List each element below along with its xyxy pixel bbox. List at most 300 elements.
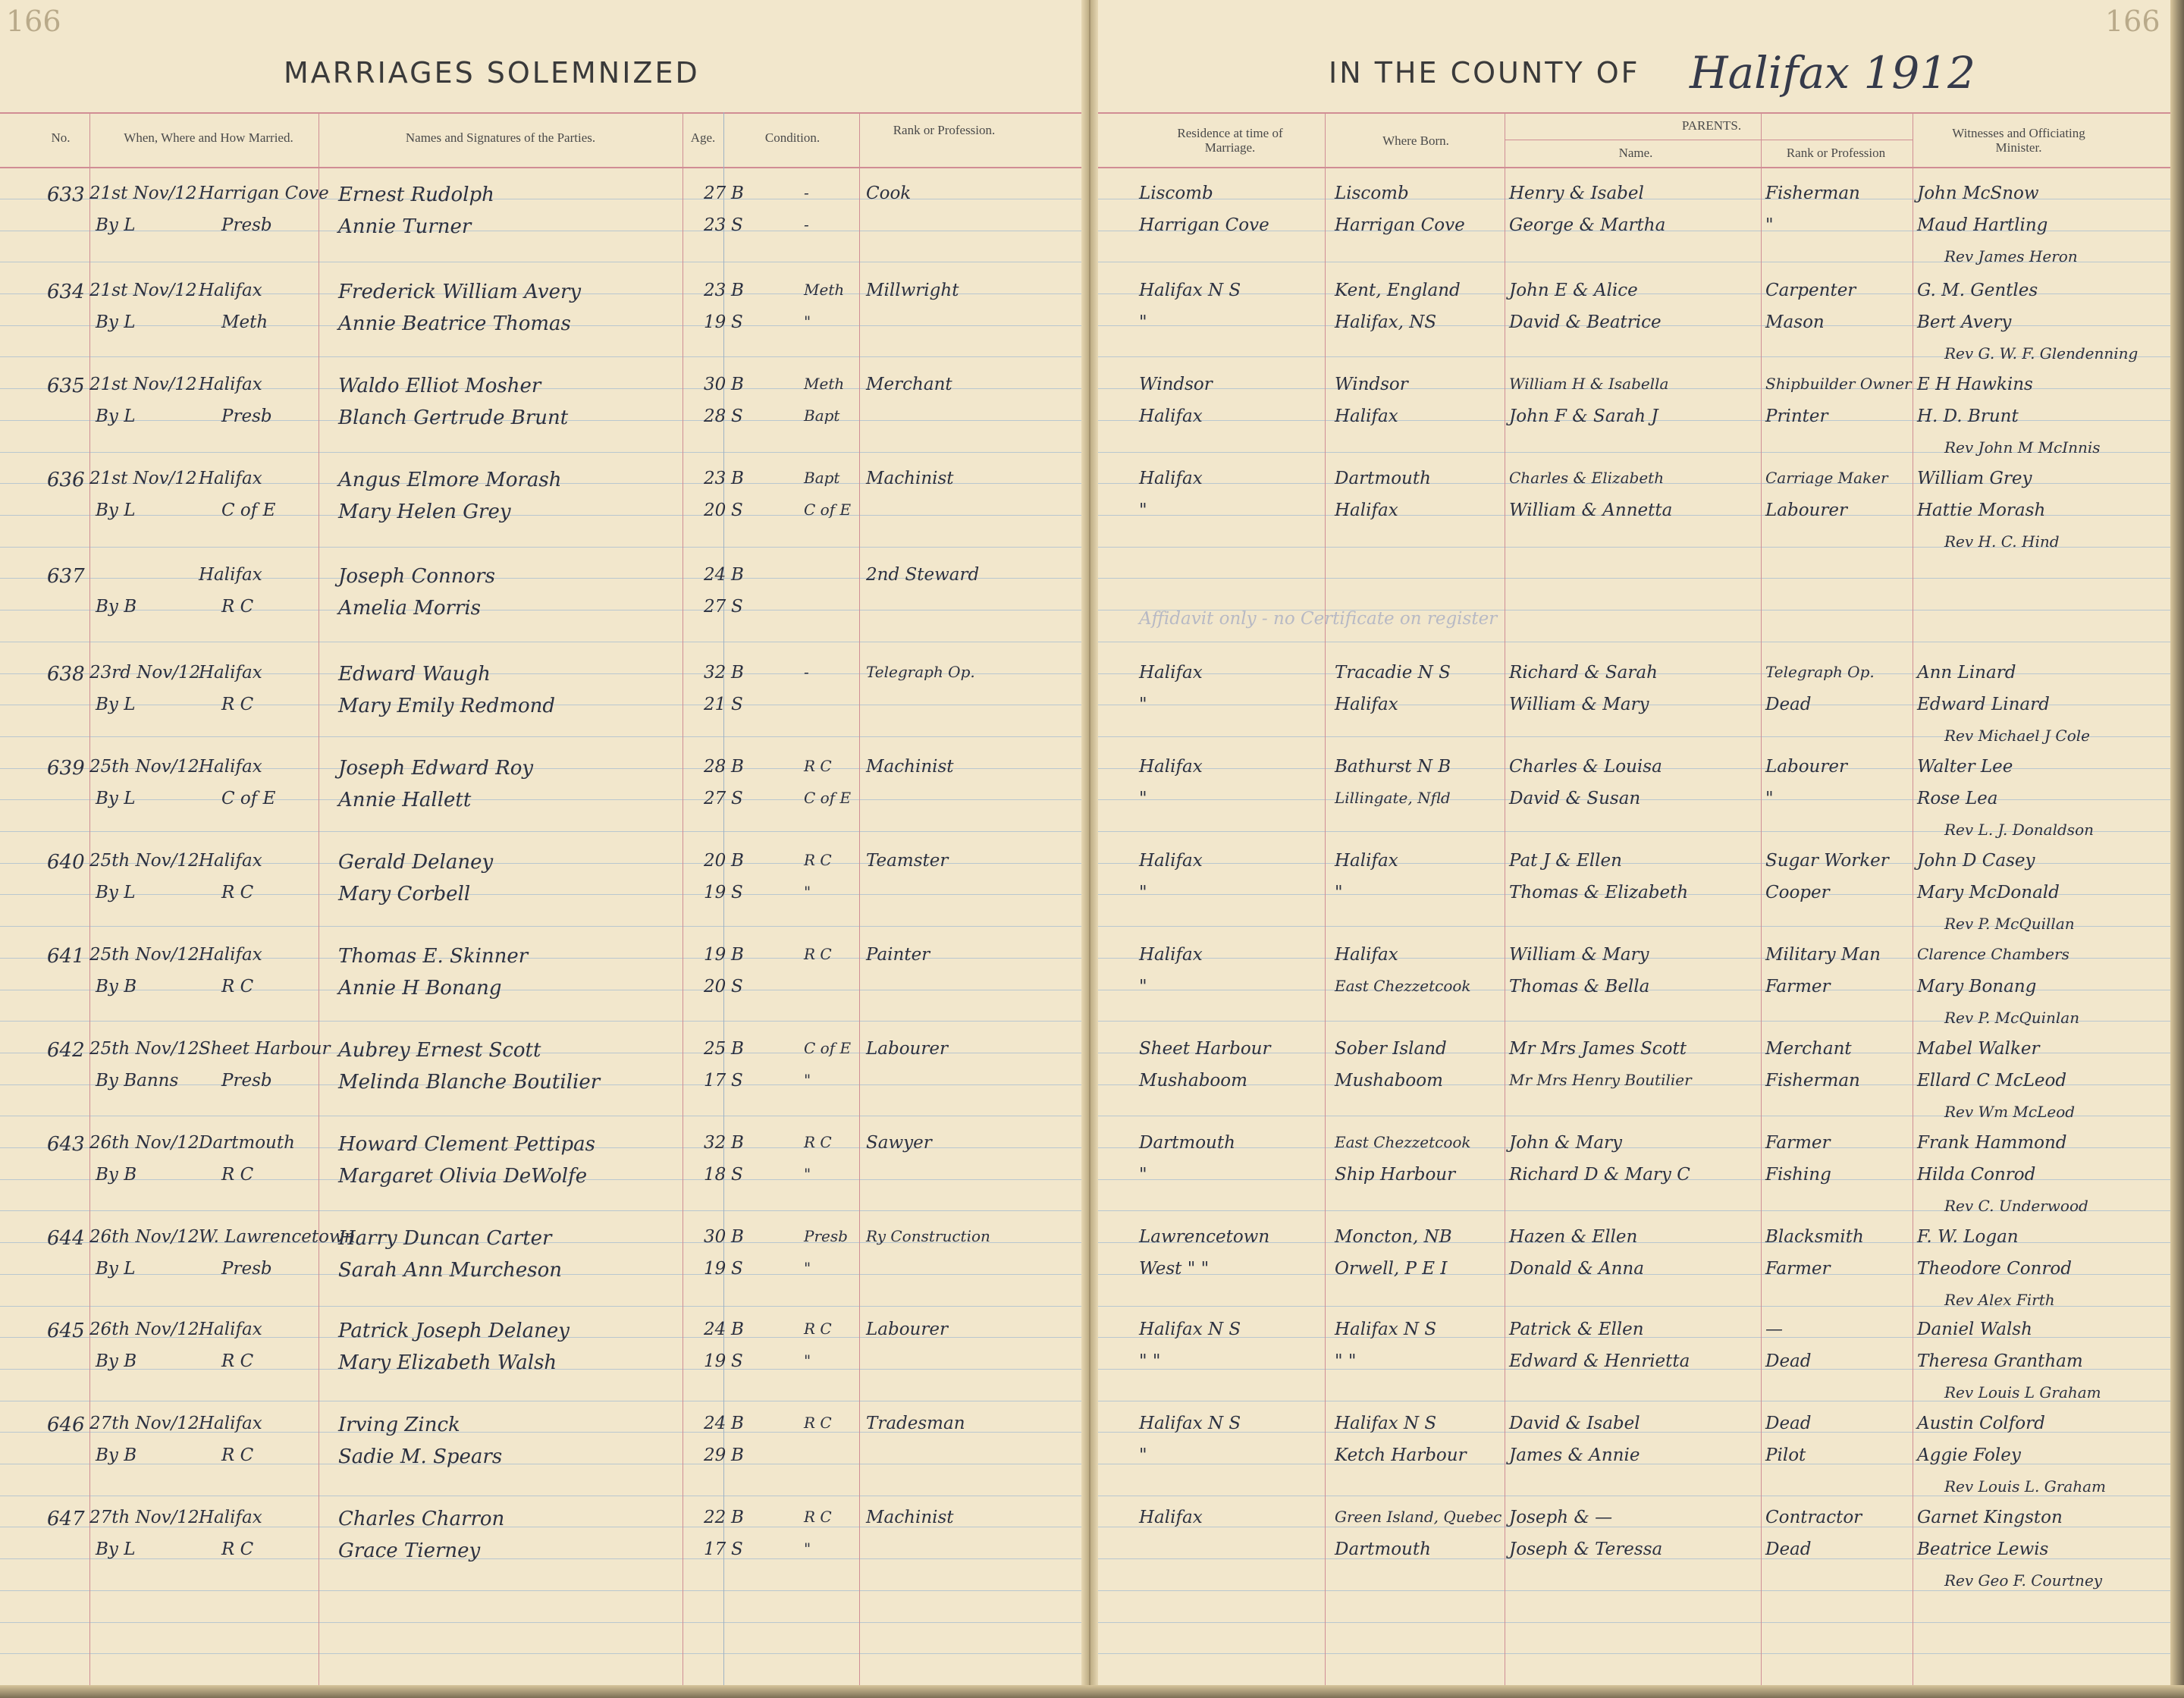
entry-groom-rel: R C xyxy=(804,945,832,963)
entry-res-groom: Liscomb xyxy=(1139,184,1213,203)
entry-denom: C of E xyxy=(221,501,276,520)
entry-by: By L xyxy=(96,883,136,902)
book-gutter xyxy=(1081,0,1098,1698)
entry-res-bride: " xyxy=(1139,312,1147,332)
entry-minister: Rev G. W. F. Glendenning xyxy=(1944,344,2138,363)
entry-prank-bride: Dead xyxy=(1765,695,1812,714)
entry-prank-bride: " xyxy=(1765,789,1774,808)
entry-bride-cond: S xyxy=(731,789,743,808)
entry-res-groom: Halifax xyxy=(1139,469,1203,488)
entry-bride-age: 17 xyxy=(704,1539,726,1559)
entry-by: By L xyxy=(96,1259,136,1279)
entry-groom-age: 23 xyxy=(704,281,726,300)
entry-bride-age: 19 xyxy=(704,1259,726,1279)
entry-witness2: Mary McDonald xyxy=(1917,883,2060,902)
page-title-left: MARRIAGES SOLEMNIZED xyxy=(284,56,700,89)
entry-witness1: Clarence Chambers xyxy=(1917,945,2069,963)
entry-by: By Banns xyxy=(96,1071,179,1091)
entry-born-groom: Windsor xyxy=(1335,375,1408,394)
entry-witness1: F. W. Logan xyxy=(1917,1227,2019,1247)
right-page xyxy=(1094,0,2184,1698)
entry-place: Halifax xyxy=(199,1508,262,1527)
entry-no: 645 xyxy=(47,1320,85,1342)
entry-groom-rel: Meth xyxy=(804,375,845,393)
entry-groom-cond: B xyxy=(731,375,744,394)
entry-parents-bride: Thomas & Elizabeth xyxy=(1509,883,1689,902)
entry-place: Halifax xyxy=(199,375,262,394)
entry-prank-bride: Mason xyxy=(1765,312,1825,332)
entry-prank-groom: Blacksmith xyxy=(1765,1227,1864,1247)
entry-groom: Thomas E. Skinner xyxy=(338,945,529,968)
entry-groom-rel: Bapt xyxy=(804,469,840,487)
entry-witness1: Ann Linard xyxy=(1917,663,2016,683)
entry-minister: Rev Wm McLeod xyxy=(1944,1103,2076,1121)
entry-bride-age: 27 xyxy=(704,597,726,617)
entry-by: By L xyxy=(96,789,136,808)
entry-res-groom: Lawrencetown xyxy=(1139,1227,1270,1247)
entry-groom-age: 23 xyxy=(704,469,726,488)
entry-groom-cond: B xyxy=(731,851,744,871)
entry-groom-rel: Presb xyxy=(804,1227,848,1245)
entry-born-groom: East Chezzetcook xyxy=(1335,1133,1471,1151)
entry-no: 642 xyxy=(47,1039,85,1062)
entry-groom: Gerald Delaney xyxy=(338,851,494,874)
entry-born-bride: Lillingate, Nfld xyxy=(1335,789,1451,807)
entry-by: By B xyxy=(96,1165,137,1185)
entry-rank: Machinist xyxy=(866,469,954,488)
entry-by: By B xyxy=(96,1351,137,1371)
entry-groom-age: 28 xyxy=(704,757,726,777)
entry-parents-bride: David & Beatrice xyxy=(1509,312,1662,332)
entry-date: 27th Nov/12 xyxy=(89,1508,199,1527)
book-edge-right xyxy=(2170,0,2184,1698)
entry-parents-groom: William & Mary xyxy=(1509,945,1649,965)
entry-parents-bride: David & Susan xyxy=(1509,789,1641,808)
entry-witness1: John D Casey xyxy=(1917,851,2035,871)
entry-groom-cond: B xyxy=(731,663,744,683)
entry-res-groom: Halifax xyxy=(1139,663,1203,683)
entry-res-groom: Halifax N S xyxy=(1139,1414,1241,1433)
entry-born-bride: " xyxy=(1335,883,1343,902)
entry-rank: Cook xyxy=(866,184,912,203)
entry-res-bride: " " xyxy=(1139,1351,1161,1371)
entry-groom-rel: R C xyxy=(804,1133,832,1151)
entry-born-bride: Halifax xyxy=(1335,501,1398,520)
entry-by: By L xyxy=(96,695,136,714)
entry-prank-bride: Dead xyxy=(1765,1351,1812,1371)
entry-parents-bride: Edward & Henrietta xyxy=(1509,1351,1690,1371)
entry-witness1: Austin Colford xyxy=(1917,1414,2045,1433)
entry-prank-groom: Military Man xyxy=(1765,945,1881,965)
page-number-left: 166 xyxy=(6,5,61,38)
entry-bride-cond: S xyxy=(731,1539,743,1559)
entry-parents-bride: James & Annie xyxy=(1509,1445,1640,1465)
entry-bride-cond: S xyxy=(731,1165,743,1185)
entry-groom-rel: R C xyxy=(804,757,832,775)
entry-born-bride: Mushaboom xyxy=(1335,1071,1443,1091)
entry-born-bride: Harrigan Cove xyxy=(1335,215,1465,235)
entry-denom: R C xyxy=(221,695,254,714)
entry-groom-cond: B xyxy=(731,1508,744,1527)
entry-parents-groom: David & Isabel xyxy=(1509,1414,1640,1433)
entry-prank-groom: Dead xyxy=(1765,1414,1812,1433)
entry-minister: Rev Michael J Cole xyxy=(1944,727,2090,745)
entry-by: By L xyxy=(96,312,136,332)
entry-groom-cond: B xyxy=(731,1320,744,1339)
entry-groom-rel: Meth xyxy=(804,281,845,299)
entry-bride-age: 19 xyxy=(704,883,726,902)
entry-bride-cond: S xyxy=(731,1351,743,1371)
entry-place: Halifax xyxy=(199,851,262,871)
entry-born-bride: Orwell, P E I xyxy=(1335,1259,1448,1279)
header-parents: PARENTS. xyxy=(1681,118,1742,133)
entry-groom-cond: B xyxy=(731,1227,744,1247)
county-handwritten: Halifax 1912 xyxy=(1690,47,1976,99)
entry-groom-rel: R C xyxy=(804,1320,832,1338)
entry-groom: Ernest Rudolph xyxy=(338,184,494,206)
entry-bride-rel: " xyxy=(804,312,811,331)
entry-witness2: Beatrice Lewis xyxy=(1917,1539,2049,1559)
book-edge-bottom xyxy=(0,1685,2184,1698)
entry-parents-groom: Mr Mrs James Scott xyxy=(1509,1039,1687,1059)
entry-date: 25th Nov/12 xyxy=(89,757,199,777)
entry-prank-groom: Carriage Maker xyxy=(1765,469,1888,487)
entry-groom-rel: C of E xyxy=(804,1039,852,1057)
entry-groom-cond: B xyxy=(731,281,744,300)
entry-by: By L xyxy=(96,406,136,426)
entry-groom: Charles Charron xyxy=(338,1508,505,1530)
entry-groom-cond: B xyxy=(731,184,744,203)
entry-bride-rel: C of E xyxy=(804,501,852,519)
entry-date: 21st Nov/12 xyxy=(89,184,197,203)
entry-groom: Joseph Connors xyxy=(338,565,495,588)
entry-witness2: H. D. Brunt xyxy=(1917,406,2019,426)
entry-denom: Presb xyxy=(221,1071,272,1091)
page-number-right: 166 xyxy=(2105,5,2160,38)
entry-bride: Amelia Morris xyxy=(338,597,482,620)
entry-groom-rel: - xyxy=(804,184,809,202)
entry-parents-bride: William & Annetta xyxy=(1509,501,1673,520)
entry-bride-age: 21 xyxy=(704,695,726,714)
entry-bride-cond: B xyxy=(731,1445,744,1465)
entry-by: By L xyxy=(96,501,136,520)
entry-bride-age: 20 xyxy=(704,501,726,520)
entry-date: 26th Nov/12 xyxy=(89,1133,199,1153)
entry-groom-cond: B xyxy=(731,945,744,965)
entry-groom-rel: - xyxy=(804,663,809,681)
entry-witness2: Hilda Conrod xyxy=(1917,1165,2036,1185)
entry-born-bride: Ship Harbour xyxy=(1335,1165,1456,1185)
entry-born-groom: Bathurst N B xyxy=(1335,757,1451,777)
entry-groom-age: 24 xyxy=(704,1320,726,1339)
entry-place: W. Lawrencetown xyxy=(199,1227,356,1247)
entry-witness2: Aggie Foley xyxy=(1917,1445,2021,1465)
entry-witness2: Ellard C McLeod xyxy=(1917,1071,2067,1091)
entry-born-bride: " " xyxy=(1335,1351,1357,1371)
entry-prank-groom: Sugar Worker xyxy=(1765,851,1889,871)
entry-witness2: Theodore Conrod xyxy=(1917,1259,2072,1279)
entry-denom: R C xyxy=(221,1445,254,1465)
entry-witness1: E H Hawkins xyxy=(1917,375,2033,394)
entry-parents-bride: Mr Mrs Henry Boutilier xyxy=(1509,1071,1692,1089)
entry-bride-rel: Bapt xyxy=(804,406,840,425)
entry-bride: Annie H Bonang xyxy=(338,977,502,1000)
entry-born-groom: Halifax N S xyxy=(1335,1320,1437,1339)
entry-bride-rel: " xyxy=(804,1539,811,1558)
entry-rank: Ry Construction xyxy=(866,1227,990,1245)
entry-bride: Mary Helen Grey xyxy=(338,501,511,523)
entry-prank-bride: Fishing xyxy=(1765,1165,1831,1185)
entry-minister: Rev C. Underwood xyxy=(1944,1197,2088,1215)
entry-rank: Painter xyxy=(866,945,930,965)
entry-rank: Machinist xyxy=(866,757,954,777)
entry-no: 637 xyxy=(47,565,85,588)
page-title-right: IN THE COUNTY OF xyxy=(1329,56,1640,89)
entry-minister: Rev P. McQuillan xyxy=(1944,915,2075,933)
entry-witness1: Mabel Walker xyxy=(1917,1039,2040,1059)
entry-groom-age: 30 xyxy=(704,375,726,394)
entry-res-groom: Sheet Harbour xyxy=(1139,1039,1271,1059)
entry-minister: Rev Alex Firth xyxy=(1944,1291,2055,1309)
entry-res-bride: " xyxy=(1139,1445,1147,1465)
entry-groom-age: 30 xyxy=(704,1227,726,1247)
entry-born-groom: Halifax N S xyxy=(1335,1414,1437,1433)
entry-prank-groom: Carpenter xyxy=(1765,281,1856,300)
entry-rank: Labourer xyxy=(866,1320,948,1339)
header-when: When, Where and How Married. xyxy=(124,130,293,145)
entry-minister: Rev Geo F. Courtney xyxy=(1944,1571,2103,1590)
entry-res-groom: Halifax xyxy=(1139,757,1203,777)
entry-place: Sheet Harbour xyxy=(199,1039,331,1059)
entry-bride-cond: S xyxy=(731,215,743,235)
entry-witness1: Garnet Kingston xyxy=(1917,1508,2063,1527)
entry-denom: R C xyxy=(221,883,254,902)
entry-witness2: Maud Hartling xyxy=(1917,215,2048,235)
entry-minister: Rev Louis L. Graham xyxy=(1944,1477,2106,1496)
entry-witness1: John McSnow xyxy=(1917,184,2039,203)
entry-bride: Sarah Ann Murcheson xyxy=(338,1259,563,1282)
entry-born-bride: East Chezzetcook xyxy=(1335,977,1471,995)
entry-no: 639 xyxy=(47,757,85,780)
entry-groom-age: 19 xyxy=(704,945,726,965)
entry-res-bride: " xyxy=(1139,789,1147,808)
entry-bride-rel: " xyxy=(804,1259,811,1277)
entry-parents-bride: Joseph & Teressa xyxy=(1509,1539,1663,1559)
entry-parents-groom: Richard & Sarah xyxy=(1509,663,1658,683)
entry-parents-bride: John F & Sarah J xyxy=(1509,406,1658,426)
entry-groom: Howard Clement Pettipas xyxy=(338,1133,595,1156)
entry-born-groom: Liscomb xyxy=(1335,184,1409,203)
entry-prank-bride: Printer xyxy=(1765,406,1828,426)
entry-groom: Joseph Edward Roy xyxy=(338,757,534,780)
entry-by: By L xyxy=(96,1539,136,1559)
entry-bride-age: 23 xyxy=(704,215,726,235)
entry-groom: Aubrey Ernest Scott xyxy=(338,1039,541,1062)
entry-groom-cond: B xyxy=(731,757,744,777)
entry-bride: Annie Turner xyxy=(338,215,472,238)
entry-no: 633 xyxy=(47,184,85,206)
entry-no: 640 xyxy=(47,851,85,874)
entry-res-bride: " xyxy=(1139,883,1147,902)
entry-denom: R C xyxy=(221,1351,254,1371)
header-born: Where Born. xyxy=(1382,133,1449,148)
entry-bride-age: 18 xyxy=(704,1165,726,1185)
entry-prank-groom: Farmer xyxy=(1765,1133,1831,1153)
entry-denom: R C xyxy=(221,977,254,997)
entry-parents-groom: Patrick & Ellen xyxy=(1509,1320,1644,1339)
entry-res-groom: Halifax xyxy=(1139,945,1203,965)
entry-no: 635 xyxy=(47,375,85,397)
entry-born-groom: Green Island, Quebec xyxy=(1335,1508,1502,1526)
entry-parents-groom: Pat J & Ellen xyxy=(1509,851,1622,871)
entry-bride-cond: S xyxy=(731,597,743,617)
entry-witness1: Daniel Walsh xyxy=(1917,1320,2032,1339)
entry-no: 647 xyxy=(47,1508,85,1530)
entry-witness1: G. M. Gentles xyxy=(1917,281,2038,300)
entry-groom: Waldo Elliot Mosher xyxy=(338,375,541,397)
entry-parents-groom: Charles & Louisa xyxy=(1509,757,1662,777)
entry-witness2: Bert Avery xyxy=(1917,312,2012,332)
entry-parents-groom: Charles & Elizabeth xyxy=(1509,469,1665,487)
header-names: Names and Signatures of the Parties. xyxy=(405,130,596,145)
header-residence: Residence at time of Marriage. xyxy=(1177,126,1283,155)
entry-date: 23rd Nov/12 xyxy=(89,663,201,683)
entry-bride-age: 19 xyxy=(704,312,726,332)
entry-bride-age: 29 xyxy=(704,1445,726,1465)
entry-no: 643 xyxy=(47,1133,85,1156)
entry-place: Halifax xyxy=(199,1414,262,1433)
entry-parents-bride: Donald & Anna xyxy=(1509,1259,1644,1279)
entry-place: Halifax xyxy=(199,757,262,777)
entry-born-bride: Dartmouth xyxy=(1335,1539,1431,1559)
entry-date: 27th Nov/12 xyxy=(89,1414,199,1433)
entry-parents-groom: Henry & Isabel xyxy=(1509,184,1644,203)
entry-born-groom: Sober Island xyxy=(1335,1039,1447,1059)
entry-by: By L xyxy=(96,215,136,235)
entry-place: Halifax xyxy=(199,1320,262,1339)
entry-bride-cond: S xyxy=(731,977,743,997)
entry-prank-groom: — xyxy=(1765,1320,1783,1339)
entry-witness1: William Grey xyxy=(1917,469,2032,488)
entry-groom-cond: B xyxy=(731,469,744,488)
header-condition: Condition. xyxy=(764,130,821,145)
entry-bride-cond: S xyxy=(731,406,743,426)
entry-res-bride: " xyxy=(1139,977,1147,997)
entry-groom: Irving Zinck xyxy=(338,1414,460,1436)
entry-parents-groom: John E & Alice xyxy=(1509,281,1638,300)
entry-groom-age: 24 xyxy=(704,565,726,585)
entry-bride: Mary Emily Redmond xyxy=(338,695,556,717)
entry-bride: Grace Tierney xyxy=(338,1539,481,1562)
entry-born-bride: Ketch Harbour xyxy=(1335,1445,1467,1465)
entry-denom: R C xyxy=(221,597,254,617)
entry-no: 638 xyxy=(47,663,85,686)
entry-witness2: Rose Lea xyxy=(1917,789,1998,808)
entry-minister: Rev L. J. Donaldson xyxy=(1944,821,2094,839)
entry-groom: Harry Duncan Carter xyxy=(338,1227,552,1250)
entry-parents-groom: William H & Isabella xyxy=(1509,375,1669,393)
entry-prank-bride: Cooper xyxy=(1765,883,1830,902)
entry-no: 644 xyxy=(47,1227,85,1250)
entry-parents-bride: Richard D & Mary C xyxy=(1509,1165,1690,1185)
entry-bride: Mary Elizabeth Walsh xyxy=(338,1351,557,1374)
entry-born-groom: Dartmouth xyxy=(1335,469,1431,488)
entry-date: 26th Nov/12 xyxy=(89,1320,199,1339)
entry-groom-cond: B xyxy=(731,1414,744,1433)
entry-minister: Rev John M McInnis xyxy=(1944,438,2101,457)
entry-groom: Angus Elmore Morash xyxy=(338,469,562,491)
entry-witness2: Hattie Morash xyxy=(1917,501,2046,520)
entry-res-bride: " xyxy=(1139,695,1147,714)
entry-bride-cond: S xyxy=(731,501,743,520)
entry-prank-groom: Fisherman xyxy=(1765,184,1860,203)
entry-bride-age: 20 xyxy=(704,977,726,997)
entry-prank-bride: Fisherman xyxy=(1765,1071,1860,1091)
entry-res-groom: Halifax N S xyxy=(1139,1320,1241,1339)
entry-prank-bride: " xyxy=(1765,215,1774,235)
entry-res-bride: Mushaboom xyxy=(1139,1071,1247,1091)
entry-by: By B xyxy=(96,1445,137,1465)
entry-denom: C of E xyxy=(221,789,276,808)
entry-groom: Frederick William Avery xyxy=(338,281,582,303)
entry-bride: Margaret Olivia DeWolfe xyxy=(338,1165,588,1188)
entry-place: Halifax xyxy=(199,281,262,300)
entry-no: 646 xyxy=(47,1414,85,1436)
entry-born-groom: Halifax xyxy=(1335,945,1398,965)
entry-born-bride: Halifax xyxy=(1335,406,1398,426)
entry-parents-bride: William & Mary xyxy=(1509,695,1649,714)
entry-witness2: Theresa Grantham xyxy=(1917,1351,2083,1371)
entry-groom-rel: R C xyxy=(804,851,832,869)
header-parents-rank: Rank or Profession xyxy=(1786,146,1886,160)
entry-denom: R C xyxy=(221,1539,254,1559)
entry-born-bride: Halifax xyxy=(1335,695,1398,714)
entry-rank: Telegraph Op. xyxy=(866,663,975,681)
entry-bride-cond: S xyxy=(731,1071,743,1091)
entry-res-bride: Harrigan Cove xyxy=(1139,215,1269,235)
entry-prank-groom: Shipbuilder Owner xyxy=(1765,375,1912,393)
entry-no: 636 xyxy=(47,469,85,491)
entry-date: 25th Nov/12 xyxy=(89,1039,199,1059)
entry-born-groom: Tracadie N S xyxy=(1335,663,1451,683)
entry-rank: 2nd Steward xyxy=(866,565,980,585)
entry-prank-bride: Farmer xyxy=(1765,977,1831,997)
entry-witness2: Edward Linard xyxy=(1917,695,2050,714)
entry-minister: Rev H. C. Hind xyxy=(1944,532,2060,551)
entry-no: 641 xyxy=(47,945,85,968)
entry-bride-rel: C of E xyxy=(804,789,852,807)
entry-date: 21st Nov/12 xyxy=(89,469,197,488)
entry-bride: Annie Hallett xyxy=(338,789,472,811)
entry-place: Halifax xyxy=(199,945,262,965)
entry-witness2: Mary Bonang xyxy=(1917,977,2037,997)
entry-groom-age: 32 xyxy=(704,663,726,683)
entry-bride-cond: S xyxy=(731,883,743,902)
entry-born-groom: Moncton, NB xyxy=(1335,1227,1452,1247)
entry-prank-groom: Contractor xyxy=(1765,1508,1862,1527)
entry-place: Halifax xyxy=(199,663,262,683)
entry-date: 25th Nov/12 xyxy=(89,851,199,871)
entry-minister: Rev Louis L Graham xyxy=(1944,1383,2101,1401)
entry-denom: Presb xyxy=(221,1259,272,1279)
entry-res-groom: Halifax xyxy=(1139,851,1203,871)
entry-born-groom: Halifax xyxy=(1335,851,1398,871)
entry-res-groom: Dartmouth xyxy=(1139,1133,1235,1153)
entry-rank: Millwright xyxy=(866,281,959,300)
entry-place: Halifax xyxy=(199,565,262,585)
entry-groom-age: 32 xyxy=(704,1133,726,1153)
entry-prank-groom: Merchant xyxy=(1765,1039,1852,1059)
